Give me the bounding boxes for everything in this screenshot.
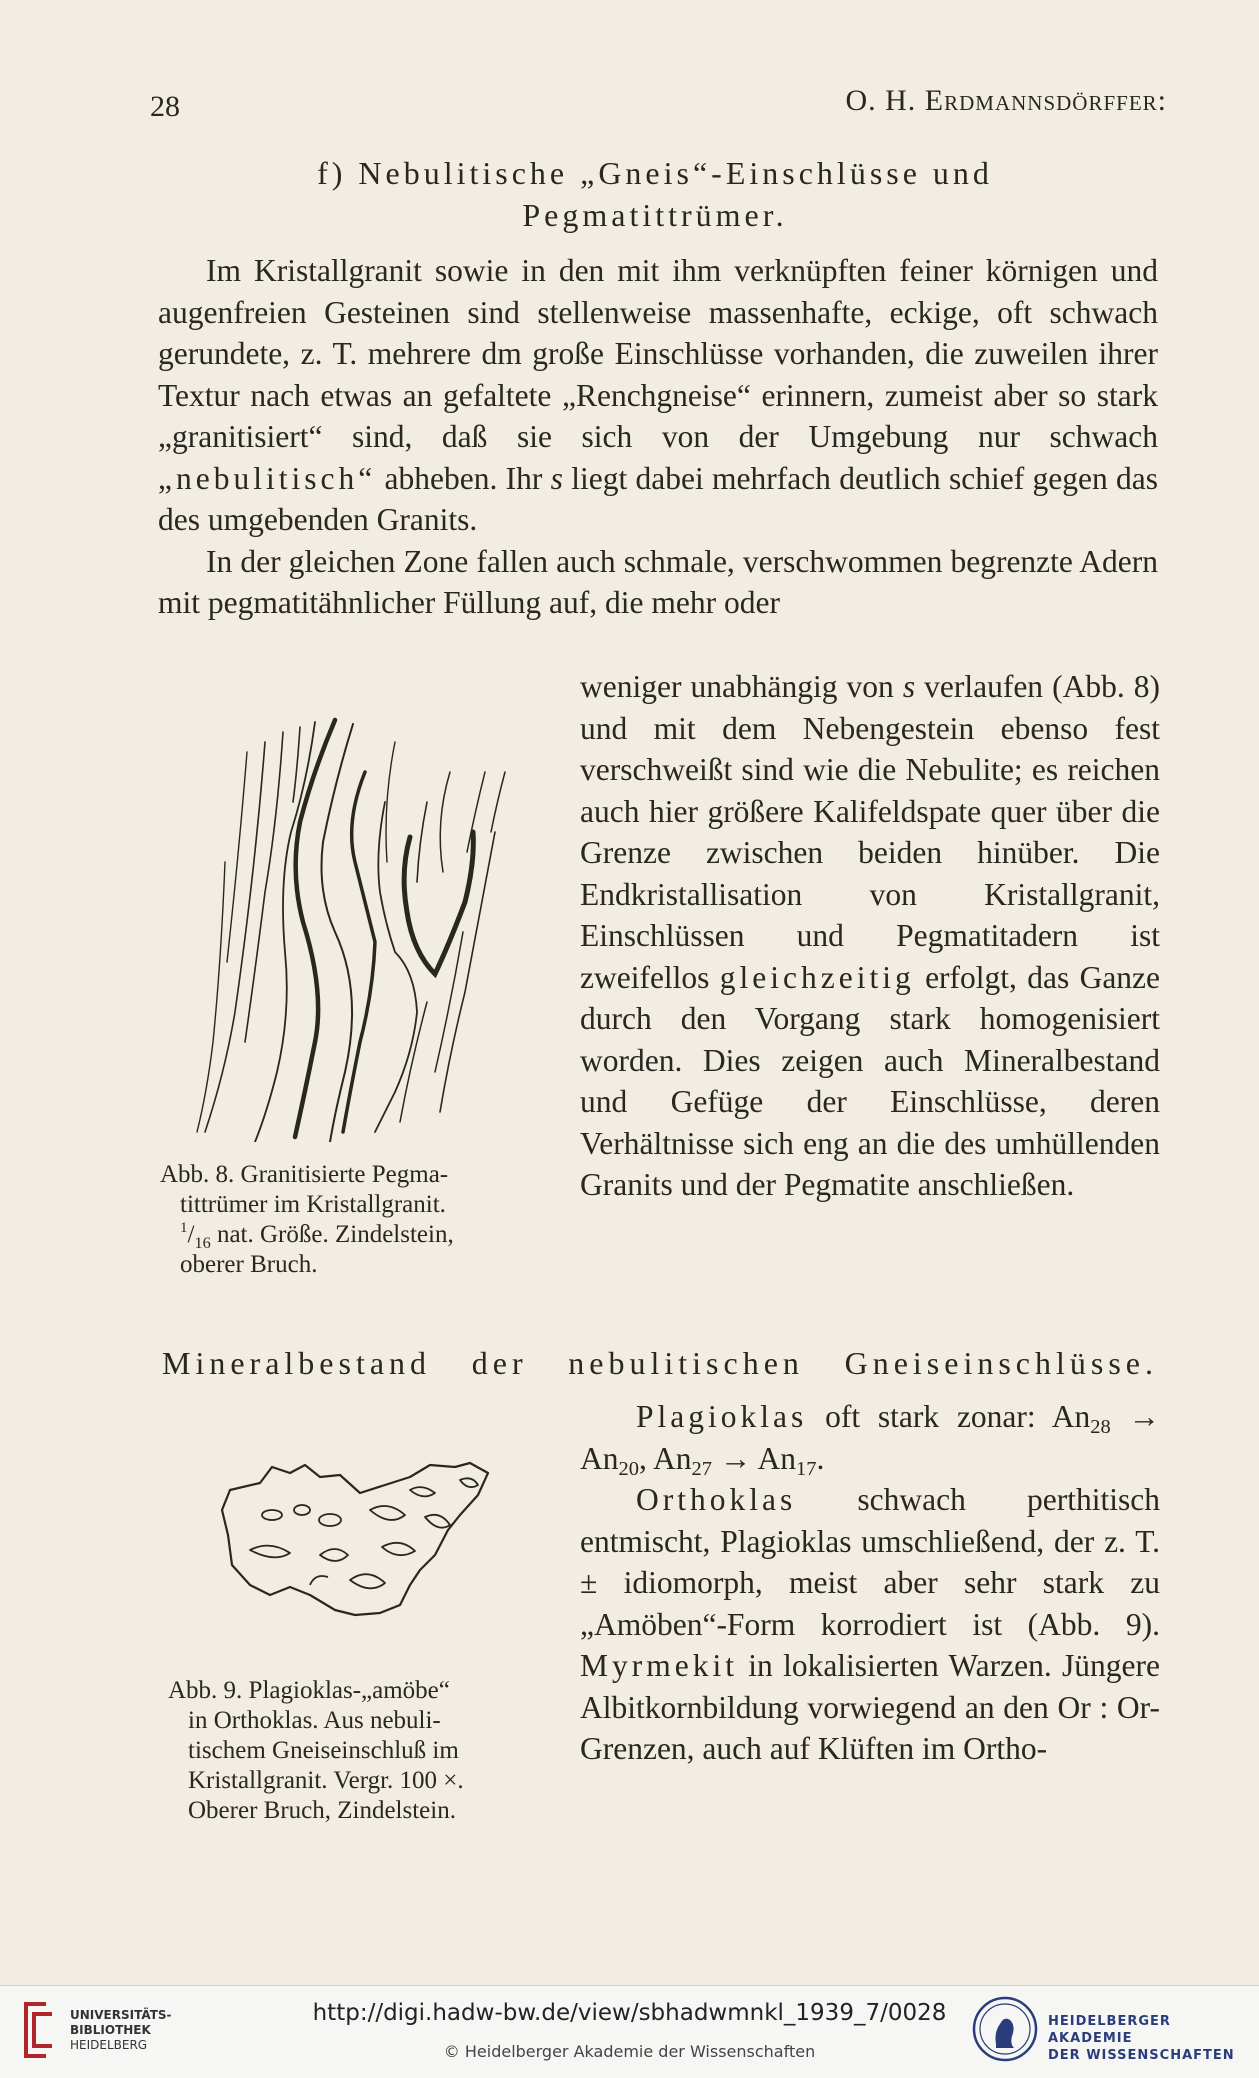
paragraph-1-spaced: „nebulitisch“ bbox=[158, 460, 377, 496]
figure-9-caption-line3: tischem Gneiseinschluß im bbox=[188, 1737, 459, 1764]
figure-9-caption-line2: in Orthoklas. Aus nebuli- bbox=[188, 1707, 441, 1734]
figure-8-caption-line3-text: nat. Größe. Zindelstein, bbox=[216, 1221, 454, 1248]
mineral-paragraph-2 bbox=[580, 1479, 1160, 1770]
uni-line1: UNIVERSITÄTS- bbox=[70, 2008, 172, 2022]
fraction-denominator: 16 bbox=[194, 1234, 211, 1252]
paragraph-2-column bbox=[580, 666, 1160, 1206]
an-sub-1: 28 bbox=[1090, 1416, 1111, 1438]
an-sub-3: 27 bbox=[691, 1457, 712, 1480]
figure-8-caption-line2: tittrümer im Kristallgranit. bbox=[180, 1191, 446, 1218]
figure-8-drawing bbox=[195, 712, 515, 1142]
figure-9-caption bbox=[168, 1676, 558, 1826]
section-heading bbox=[160, 152, 1150, 236]
figure-9-caption-line4: Kristallgranit. Vergr. 100 ×. bbox=[188, 1767, 464, 1794]
copyright-notice: © Heidelberger Akademie der Wissenschaften bbox=[443, 2042, 816, 2061]
paragraph-2-continuation bbox=[580, 666, 1160, 1206]
running-head bbox=[845, 84, 1167, 118]
mineral-column bbox=[580, 1396, 1160, 1770]
page-number: 28 bbox=[150, 90, 180, 123]
paragraph-2-spaced: gleichzeitig bbox=[719, 959, 915, 995]
an-3: , An bbox=[638, 1440, 692, 1476]
paragraph-1-end: abheben. Ihr bbox=[384, 460, 543, 496]
intro-paragraphs bbox=[158, 250, 1158, 624]
plus-minus-symbol: ± bbox=[580, 1565, 598, 1600]
mineral-para2-text3: in lokalisierten Warzen. Jüngere Albitkornbildung vorwiegend an den Or : Or-Grenzen, auch auf Klüften im Ortho- bbox=[580, 1648, 1160, 1766]
uni-line2: BIBLIOTHEK bbox=[70, 2023, 151, 2037]
figure-9-drawing bbox=[210, 1455, 510, 1630]
figure-8-caption-line4: oberer Bruch. bbox=[180, 1251, 318, 1278]
mineral-para1-end: . bbox=[816, 1440, 825, 1476]
paragraph-1-s: s bbox=[550, 460, 563, 496]
fraction-numerator: 1 bbox=[180, 1220, 188, 1236]
paragraph-1-text: Im Kristallgranit sowie in den mit ihm verknüpften feiner körnigen und augenfreien Gesteinen sind stellenweise massenhafte, eckige, oft schwach gerundete, z. T. mehrere dm große Einschlüsse vorhanden, die zuweilen ihrer Textur nach etwas an gefaltete „Renchgneise“ erinnern, zumeist aber so stark „granitisiert“ sind, daß sie sich von der Umgebung nur schwach bbox=[158, 253, 1158, 454]
an-4: An bbox=[757, 1440, 796, 1476]
academy-line2: DER WISSENSCHAFTEN bbox=[1048, 2048, 1235, 2063]
figure-8-caption bbox=[160, 1160, 550, 1280]
figure-9-caption-line1: Abb. 9. Plagioklas-„amöbe“ bbox=[168, 1677, 450, 1704]
academy-line1: HEIDELBERGER AKADEMIE bbox=[1048, 2014, 1171, 2046]
an-sub-4: 17 bbox=[795, 1457, 817, 1480]
paragraph-1-tail: liegt dabei mehrfach deutlich schief gegen das des umgebenden Granits. bbox=[158, 460, 1158, 537]
mineral-paragraph-1 bbox=[580, 1396, 1160, 1479]
section-heading-line1: f) Nebulitische „Gneis“-Einschlüsse und bbox=[317, 155, 993, 191]
uni-line3: HEIDELBERG bbox=[70, 2038, 148, 2052]
an-sub-2: 20 bbox=[618, 1457, 639, 1480]
academy-seal-icon[interactable] bbox=[972, 1996, 1038, 2062]
plagioklas-term: Plagioklas bbox=[636, 1399, 808, 1434]
section-heading-line2: Pegmatittrümer. bbox=[522, 197, 788, 233]
mineral-para1-text: oft stark zonar: An bbox=[825, 1399, 1091, 1434]
viewer-footer bbox=[0, 1985, 1259, 2078]
myrmekit-term: Myrmekit bbox=[580, 1648, 738, 1683]
an-2: An bbox=[580, 1440, 619, 1476]
orthoklas-term: Orthoklas bbox=[636, 1482, 797, 1517]
figure-9-caption-line5: Oberer Bruch, Zindelstein. bbox=[188, 1797, 456, 1824]
paragraph-2-text-c: erfolgt, das Ganze durch den Vorgang stark homogenisiert worden. Dies zeigen auch Mineralbestand und Gefüge der Einschlüsse, deren Verhältnisse sich eng an die des umhüllenden Granits und der Pegmatite anschließen. bbox=[580, 959, 1161, 1202]
paragraph-2-start: In der gleichen Zone fallen auch schmale, verschwommen begrenzte Adern mit pegmatitähnlicher Füllung auf, die mehr oder bbox=[158, 543, 1158, 620]
paragraph-2-s: s bbox=[902, 669, 916, 704]
arrow-2: → bbox=[719, 1440, 752, 1476]
arrow-1: → bbox=[1128, 1399, 1161, 1434]
running-head-text: O. H. Erdmannsdörffer: bbox=[845, 84, 1167, 117]
figure-8-caption-line3: $^1/_{16}$ nat. Größe. Zindelstein, bbox=[180, 1220, 454, 1252]
mineral-heading: Mineralbestand der nebulitischen Gneiseinschlüsse. bbox=[162, 1345, 1158, 1381]
paragraph-2-text-b: verlaufen (Abb. 8) und mit dem Nebengestein ebenso fest verschweißt sind wie die Nebulite; es reichen auch hier größere Kalifeldspate quer über die Grenze zwischen beiden hinüber. Die Endkristallisation von Kristallgranit, Einschlüssen und Pegmatitadern ist zweifellos bbox=[580, 669, 1160, 995]
figure-8-caption-line1: Abb. 8. Granitisierte Pegma- bbox=[160, 1161, 449, 1188]
mineral-para2-text2: idiomorph, meist aber sehr stark zu „Amöben“-Form korrodiert ist (Abb. 9). bbox=[580, 1565, 1160, 1642]
paragraph-1 bbox=[158, 250, 1158, 541]
paragraph-2-text-a: weniger unabhängig von bbox=[580, 669, 894, 704]
academy-name bbox=[1048, 2013, 1259, 2064]
page-url-link[interactable]: http://digi.hadw-bw.de/view/sbhadwmnkl_1939_7/0028 bbox=[312, 2000, 947, 2026]
mineral-para2-text1: schwach perthitisch entmischt, Plagioklas umschließend, der z. T. bbox=[580, 1482, 1160, 1559]
